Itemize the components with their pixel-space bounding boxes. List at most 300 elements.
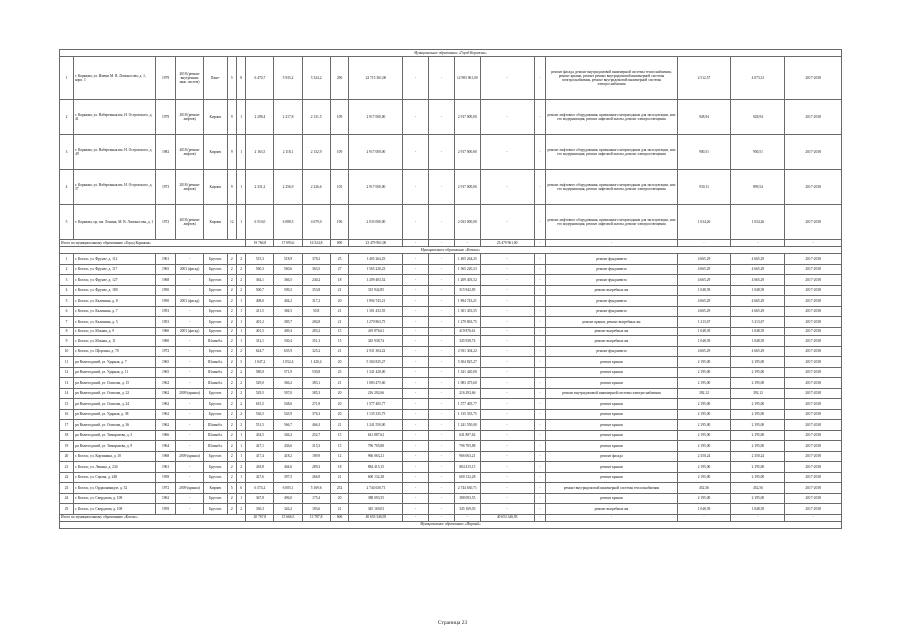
cell-year: 1962 (156, 420, 176, 431)
cell-yr: 2017-2018 (785, 264, 842, 275)
cell-f2: - (429, 367, 455, 378)
cell-work: ремонт фундамента (546, 254, 677, 265)
cell-area: 418,8 (246, 462, 274, 473)
cell-n: 1 (60, 57, 74, 100)
cell-n: 12 (60, 367, 74, 378)
cell-f2: - (429, 327, 455, 336)
cell-dash: - (534, 100, 546, 135)
cell-floors: 2 (227, 357, 236, 368)
cell-f3: 2 917 000,00 (454, 135, 480, 170)
cell-ent: 1 (236, 306, 245, 317)
cell-year: 1960 (156, 327, 176, 336)
cell-f3: 419 876,61 (454, 327, 480, 336)
cell-people: 21 (330, 472, 349, 483)
cell-f3: 2 931 304,22 (454, 346, 480, 357)
cell-f2: - (429, 451, 455, 462)
cell-area2: 6 005,1 (274, 483, 302, 494)
cell-f1: - (403, 346, 429, 357)
cell-f1: - (403, 100, 429, 135)
cell-work: ремонт лифтового оборудования, признанного непригодным для эксплуатации, или его модернизация, ремонт лифтовой шахты, ремонт электроосвещения (546, 135, 677, 170)
cell-dash: - (534, 357, 546, 368)
cell-people: 21 (330, 306, 349, 317)
cell-f2: - (429, 441, 455, 452)
cell-addr: рп Вычегодский, ул. Осипова, д. 22 (74, 388, 156, 399)
total-people: 690 (330, 240, 349, 247)
cell-work: ремонт фундамента (546, 346, 677, 357)
cell-f1: - (403, 399, 429, 410)
cell-dash: - (534, 264, 546, 275)
cell-n: 13 (60, 378, 74, 389)
cell-total: 1 135 335,75 (349, 409, 403, 420)
cell-ent: 2 (236, 420, 245, 431)
cell-p2: 2 195,00 (731, 430, 785, 441)
cell-area3: 271,8 (302, 399, 330, 410)
cell-year: 1960 (156, 336, 176, 347)
cell-wall: Брусчат. (204, 409, 227, 420)
cell-area: 417,4 (246, 451, 274, 462)
cell-f4: - (480, 367, 534, 378)
cell-ent: 2 (236, 275, 245, 286)
table-row (60, 327, 842, 336)
cell-repair: - (176, 409, 204, 420)
cell-n: 19 (60, 441, 74, 452)
cell-addr: г. Котлас, ул. Фрунзе, д. 117 (74, 264, 156, 275)
cell-floors: 12 (227, 205, 236, 240)
table-row (60, 264, 842, 275)
cell-floors: 2 (227, 441, 236, 452)
table-row (60, 205, 842, 240)
cell-wall: Кирпич (204, 135, 227, 170)
cell-people: 21 (330, 317, 349, 328)
cell-area: 1 047,2 (246, 357, 274, 368)
cell-f3: 796 705,88 (454, 441, 480, 452)
cell-area: 506,7 (246, 285, 274, 296)
cell-f4: - (480, 100, 534, 135)
cell-n: 4 (60, 170, 74, 205)
cell-addr: г. Котлас, ул. Калинина, д. 8 (74, 296, 156, 307)
cell-p1: 4 665,29 (677, 346, 731, 357)
total-dash: - (731, 514, 785, 521)
cell-f4: - (480, 472, 534, 483)
cell-wall: Кирпич (204, 205, 227, 240)
cell-f2: - (429, 346, 455, 357)
table-row (60, 254, 842, 265)
cell-wall: Брусчат. (204, 306, 227, 317)
cell-area3: 240,2 (302, 275, 330, 286)
cell-total: 1 209 403,52 (349, 275, 403, 286)
cell-wall: Брусчат. (204, 451, 227, 462)
housing-register-table (59, 49, 842, 529)
cell-f2: - (429, 296, 455, 307)
cell-people: 15 (330, 327, 349, 336)
cell-area3: 383,1 (302, 378, 330, 389)
cell-f1: - (403, 317, 429, 328)
cell-dash: - (534, 285, 546, 296)
cell-area2: 507,0 (274, 388, 302, 399)
cell-total: 2 744 630,71 (349, 483, 403, 494)
cell-f3: 2 744 630,71 (454, 483, 480, 494)
section-title-row (60, 50, 842, 57)
cell-ent: 1 (236, 327, 245, 336)
cell-p2: 2 195,00 (731, 420, 785, 431)
cell-f2: - (429, 399, 455, 410)
cell-area3: 466,3 (302, 420, 330, 431)
cell-ent: 1 (236, 472, 245, 483)
cell-work: ремонт крыши (546, 409, 677, 420)
cell-yr: 2017-2018 (785, 57, 842, 100)
cell-f1: - (403, 451, 429, 462)
cell-area3: 363,5 (302, 264, 330, 275)
cell-wall: Брусчат. (204, 264, 227, 275)
cell-p2: 4 665,29 (731, 346, 785, 357)
cell-ent: 2 (236, 367, 245, 378)
cell-addr: г. Котлас, ул. Ленина, д. 234 (74, 462, 156, 473)
cell-wall: Брусчат. (204, 472, 227, 483)
cell-p1: 4 665,29 (677, 296, 731, 307)
cell-year: 1962 (156, 399, 176, 410)
cell-total: 2 917 000,00 (349, 135, 403, 170)
cell-area3: 283,2 (302, 327, 330, 336)
table-row (60, 306, 842, 317)
table-row (60, 317, 842, 328)
cell-yr: 2017-2018 (785, 409, 842, 420)
cell-ent: 6 (236, 483, 245, 494)
cell-p2: 928,94 (731, 100, 785, 135)
cell-wall: Брусчат. (204, 504, 227, 515)
cell-wall: Брусчат. (204, 285, 227, 296)
cell-total: 345 938,74 (349, 336, 403, 347)
cell-yr: 2017-2018 (785, 357, 842, 368)
cell-p1: 2 195,00 (677, 399, 731, 410)
cell-f4: - (480, 357, 534, 368)
cell-area: 6 510,0 (246, 205, 274, 240)
cell-people: 252 (330, 483, 349, 494)
cell-repair: - (176, 441, 204, 452)
cell-area: 624,7 (246, 346, 274, 357)
cell-addr: г. Котлас, ул. Свердлова, д. 108 (74, 504, 156, 515)
cell-p2: 899,54 (731, 170, 785, 205)
cell-addr: г. Коряжма, ул. Имени М. В. Ломоносова, д. 1, корп. 1 (74, 57, 156, 100)
total-f3: 40 653 346,95 (480, 514, 534, 521)
table-row (60, 367, 842, 378)
cell-wall: Шлакобл. (204, 430, 227, 441)
cell-f1: - (403, 57, 429, 100)
cell-p1: 2 195,00 (677, 441, 731, 452)
cell-n: 23 (60, 483, 74, 494)
cell-f4: - (480, 296, 534, 307)
cell-total: 419 876,61 (349, 327, 403, 336)
table-row (60, 441, 842, 452)
cell-f3: 345 169,03 (454, 504, 480, 515)
cell-p1: 1 048,39 (677, 285, 731, 296)
cell-wall: Шлакобл. (204, 420, 227, 431)
cell-f2: - (429, 317, 455, 328)
table-row (60, 378, 842, 389)
cell-people: 105 (330, 170, 349, 205)
cell-area3: 175,4 (302, 493, 330, 504)
cell-yr: 2017-2018 (785, 296, 842, 307)
cell-f1: - (403, 336, 429, 347)
total-area: 20 767,8 (246, 514, 274, 521)
cell-floors: 2 (227, 493, 236, 504)
cell-f4: - (480, 264, 534, 275)
cell-dash: - (534, 472, 546, 483)
cell-floors: 2 (227, 254, 236, 265)
table-row (60, 346, 842, 357)
cell-repair: - (176, 378, 204, 389)
total-dash: - (534, 514, 546, 521)
total-dash: - (534, 240, 546, 247)
cell-people: 109 (330, 135, 349, 170)
cell-addr: рп Вычегодский, ул. Тимирязева, д. 9 (74, 441, 156, 452)
cell-f3: 641 887,62 (454, 430, 480, 441)
cell-f1: - (403, 483, 429, 494)
cell-area3: 1 420,4 (302, 357, 330, 368)
cell-yr: 2017-2018 (785, 317, 842, 328)
total-dash: - (429, 514, 455, 521)
cell-f2: - (429, 378, 455, 389)
cell-f3: 5 304 825,27 (454, 357, 480, 368)
cell-addr: г. Котлас, ул. Серова, д. 248 (74, 472, 156, 483)
cell-p1: 4 665,29 (677, 306, 731, 317)
cell-floors: 2 (227, 409, 236, 420)
cell-dash: - (534, 346, 546, 357)
cell-area: 336,3 (246, 504, 274, 515)
cell-f3: 1 209 403,52 (454, 275, 480, 286)
cell-f3: 388 093,55 (454, 493, 480, 504)
cell-p2: 1 048,39 (731, 285, 785, 296)
cell-people: 18 (330, 462, 349, 473)
cell-n: 5 (60, 205, 74, 240)
cell-area3: 530,8 (302, 367, 330, 378)
total-dash: - (403, 240, 429, 247)
cell-n: 1 (60, 254, 74, 265)
cell-addr: г. Коряжма, ул. Набережная им. Н. Островского, д. 49 (74, 135, 156, 170)
cell-year: 1965 (156, 367, 176, 378)
cell-floors: 2 (227, 399, 236, 410)
cell-floors: 2 (227, 472, 236, 483)
cell-floors: 5 (227, 483, 236, 494)
cell-yr: 2017-2018 (785, 420, 842, 431)
cell-repair: 2018 (ремонт лифтов) (176, 170, 204, 205)
page-number: Страница 23 (437, 620, 468, 626)
cell-p2: 452,56 (731, 483, 785, 494)
cell-repair: 2009 (крыша) (176, 483, 204, 494)
table-row (60, 275, 842, 286)
total-label: Итого по муниципальному образованию «Город Коряжма» (60, 240, 246, 247)
cell-n: 20 (60, 451, 74, 462)
cell-p2: 2 195,00 (731, 367, 785, 378)
cell-area3: 317,2 (302, 296, 330, 307)
cell-f3: 1 577 405,77 (454, 399, 480, 410)
total-dash: - (731, 240, 785, 247)
cell-p2: 1 048,39 (731, 504, 785, 515)
cell-area3: 189,9 (302, 451, 330, 462)
cell-area: 434,5 (246, 430, 274, 441)
cell-year: 1953 (156, 306, 176, 317)
cell-n: 21 (60, 462, 74, 473)
cell-f4: - (480, 306, 534, 317)
cell-n: 22 (60, 472, 74, 483)
cell-ent: 1 (236, 317, 245, 328)
cell-people: 109 (330, 100, 349, 135)
cell-people: 20 (330, 409, 349, 420)
cell-floors: 2 (227, 388, 236, 399)
cell-dash: - (534, 296, 546, 307)
cell-n: 10 (60, 346, 74, 357)
cell-wall: Брусчат. (204, 388, 227, 399)
cell-area3: 325,2 (302, 346, 330, 357)
cell-people: 15 (330, 441, 349, 452)
cell-wall: Брусчат. (204, 254, 227, 265)
cell-p1: 4 665,29 (677, 275, 731, 286)
cell-yr: 2017-2018 (785, 205, 842, 240)
cell-work: ремонт крыши (546, 420, 677, 431)
cell-repair: - (176, 346, 204, 357)
cell-f1: - (403, 254, 429, 265)
cell-work: ремонт внутридомовой инженерной системы теплоснабжения (546, 483, 677, 494)
cell-people: 296 (330, 57, 349, 100)
cell-f3: 1 341 420,00 (454, 367, 480, 378)
total-area3: 13 787,8 (302, 514, 330, 521)
cell-addr: г. Котлас, ул. Фрунзе, д. 127 (74, 275, 156, 286)
cell-work: ремонт лифтового оборудования, признанного непригодным для эксплуатации, или его модернизация, ремонт лифтовой шахты, ремонт электроосвещения (546, 170, 677, 205)
cell-dash: - (534, 205, 546, 240)
cell-area2: 409,4 (274, 327, 302, 336)
cell-total: 345 169,03 (349, 504, 403, 515)
cell-yr: 2017-2018 (785, 327, 842, 336)
cell-area2: 404,6 (274, 462, 302, 473)
cell-f1: - (403, 409, 429, 420)
cell-work: ремонт фундамента (546, 306, 677, 317)
cell-year: 1979 (156, 100, 176, 135)
table-row (60, 493, 842, 504)
cell-addr: г. Коряжма, ул. Набережная им. Н. Островского, д. 57 (74, 170, 156, 205)
cell-area: 312,1 (246, 336, 274, 347)
total-row (60, 240, 842, 247)
cell-p2: 1 048,39 (731, 327, 785, 336)
cell-n: 11 (60, 357, 74, 368)
cell-year: 1968 (156, 275, 176, 286)
cell-wall: Брусчат. (204, 317, 227, 328)
cell-f1: - (403, 327, 429, 336)
cell-addr: г. Котлас, ул. Щорсина, д. 70 (74, 346, 156, 357)
table-body (60, 50, 842, 529)
cell-area2: 397,5 (274, 472, 302, 483)
total-dash: - (677, 240, 731, 247)
cell-total: 2 033 000,00 (349, 205, 403, 240)
cell-p2: 1 034,26 (731, 205, 785, 240)
cell-wall: Шлакобл. (204, 378, 227, 389)
cell-f1: - (403, 135, 429, 170)
cell-p2: 1 048,39 (731, 336, 785, 347)
cell-yr: 2017-2018 (785, 430, 842, 441)
cell-repair: 2001 (фасад) (176, 296, 204, 307)
cell-f3: 1 301 433,55 (454, 306, 480, 317)
cell-p1: 2 512,57 (677, 57, 731, 100)
cell-f4: - (480, 504, 534, 515)
cell-work: ремонт выгребных ям (546, 327, 677, 336)
cell-n: 8 (60, 327, 74, 336)
cell-f4: - (480, 378, 534, 389)
cell-yr: 2017-2018 (785, 493, 842, 504)
cell-addr: г. Коряжма, ул. Набережная им. Н. Островского, д. 41 (74, 100, 156, 135)
cell-area: 529,5 (246, 388, 274, 399)
cell-f4: - (480, 399, 534, 410)
table-row (60, 430, 842, 441)
cell-total: 2 931 304,22 (349, 346, 403, 357)
cell-work: ремонт выгребных ям (546, 504, 677, 515)
cell-addr: г. Котлас, ул. Южная, д. 9 (74, 327, 156, 336)
cell-area3: 252,7 (302, 430, 330, 441)
cell-f1: - (403, 264, 429, 275)
cell-floors: 2 (227, 285, 236, 296)
cell-area: 401,5 (246, 327, 274, 336)
cell-people: 20 (330, 357, 349, 368)
cell-p1: 1 048,39 (677, 327, 731, 336)
cell-area3: 353,8 (302, 285, 330, 296)
cell-dash: - (534, 170, 546, 205)
cell-area3: 376,3 (302, 409, 330, 420)
total-total: 40 653 346,95 (349, 514, 403, 521)
cell-n: 2 (60, 264, 74, 275)
table-row (60, 483, 842, 494)
cell-wall: Шлакобл. (204, 441, 227, 452)
cell-repair: 2001 (фасад) (176, 264, 204, 275)
cell-p2: 4 665,29 (731, 275, 785, 286)
table-row (60, 451, 842, 462)
cell-work: ремонт крыши (546, 357, 677, 368)
cell-p1: 1 034,26 (677, 205, 731, 240)
cell-area2: 635,9 (274, 346, 302, 357)
cell-area3: 351,3 (302, 336, 330, 347)
cell-yr: 2017-2018 (785, 346, 842, 357)
cell-area2: 560,6 (274, 264, 302, 275)
cell-repair: - (176, 367, 204, 378)
cell-area: 551,5 (246, 420, 274, 431)
cell-f3: 884 415,15 (454, 462, 480, 473)
cell-n: 3 (60, 275, 74, 286)
cell-area3: 183,6 (302, 504, 330, 515)
cell-area2: 330,4 (274, 336, 302, 347)
total-dash: - (546, 514, 677, 521)
cell-p2: 2 195,00 (731, 441, 785, 452)
cell-floors: 2 (227, 462, 236, 473)
cell-p1: 1 213,67 (677, 317, 731, 328)
cell-area: 580,0 (246, 367, 274, 378)
cell-addr: рп Вычегодский, ул. Осипова, д. 36 (74, 420, 156, 431)
cell-p1: 2 195,00 (677, 409, 731, 420)
cell-f4: - (480, 57, 534, 100)
cell-addr: г. Котлас, ул. Корзинина, д. 10 (74, 451, 156, 462)
cell-f2: - (429, 57, 455, 100)
section-title-row (60, 247, 842, 254)
cell-f2: - (429, 357, 455, 368)
cell-f4: - (480, 420, 534, 431)
cell-dash: - (534, 135, 546, 170)
cell-area3: 5 324,2 (302, 57, 330, 100)
section-title-row (60, 521, 842, 528)
cell-f3: 345 938,74 (454, 336, 480, 347)
cell-area3: 378,2 (302, 254, 330, 265)
cell-area2: 566,7 (274, 420, 302, 431)
cell-people: 21 (330, 346, 349, 357)
cell-area: 6 470,7 (246, 57, 274, 100)
cell-f1: - (403, 296, 429, 307)
cell-f3: 2 917 000,00 (454, 170, 480, 205)
total-dash: - (785, 514, 842, 521)
total-dash: - (429, 240, 455, 247)
